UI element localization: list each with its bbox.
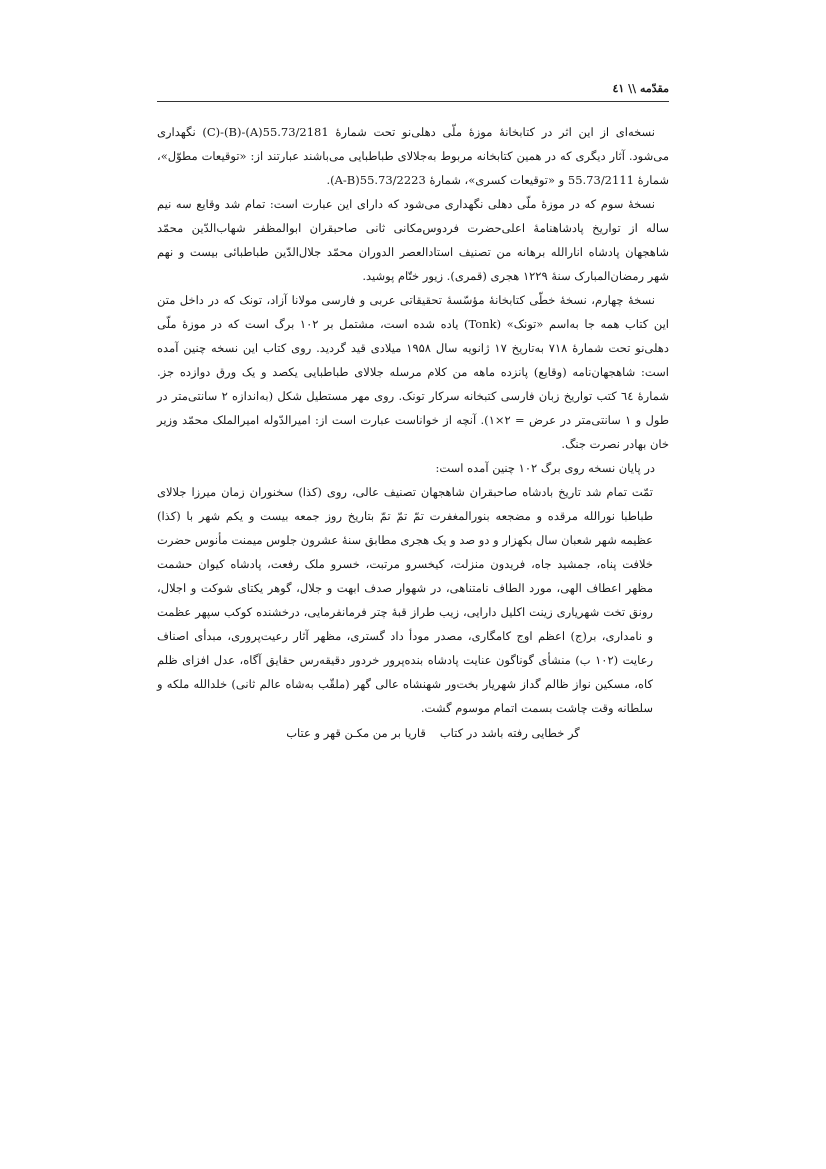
running-head: مقدّمه \\ ٤١ (612, 82, 669, 95)
closing-verse (157, 720, 669, 746)
paragraph-fourth-copy: نسخهٔ چهارم، نسخهٔ خطّی کتابخانهٔ مؤسّسهٔ تحقیقاتی عربی و فارسی مولانا آزاد، تونک که در داخل متن این کتاب همه جا به‌اسم «تونک» (Tonk) یاده شده است، مشتمل بر ۱۰۲ برگ است که در موزهٔ ملّی دهلی‌نو تحت شمارهٔ ۷۱۸ به‌تاریخ ۱۷ ژانویه سال ۱۹۵۸ میلادی قید گردید. روی کتاب این نسخه چنین آمده است: شاهجهان‌نامه (وقایع) پانزده ماهه من کلام مرسله جلالای طباطبایی یکصد و یک ورق دوازده جز. شمارهٔ ٦٤ کتب تواریخ زبان فارسی کتبخانه سرکار تونک. روی مهر مستطیل شکل (به‌اندازه ۲ سانتی‌متر در طول و ۱ سانتی‌متر در عرض = ۲×۱). آنچه از خواناست عبارت است از: امیرالدّوله امیرالملک محمّد وزیر خان بهادر نصرت جنگ. (157, 293, 670, 451)
header-rule (157, 101, 669, 102)
paragraph-first-copy: نسخه‌ای از این اثر در کتابخانهٔ موزهٔ ملّی دهلی‌نو تحت شمارهٔ 55.73/2181(A)-(B)-(C) نگهداری می‌شود. آثار دیگری که در همین کتابخانه مربوط به‌جلالای طباطبایی می‌باشند عبارتند از: «توقیعات مطوّل»، شمارهٔ 55.73/2111 و «توقیعات کسری»، شمارهٔ 55.73/2223(A-B). (157, 125, 669, 187)
paragraph-colophon-intro: در پایان نسخه روی برگ ۱۰۲ چنین آمده است: (435, 461, 655, 475)
body-text (157, 120, 669, 746)
verse-hemistich-first: گر خطایی رفته باشد در کتاب (439, 726, 580, 740)
colophon-quote: تمّت تمام شد تاریخ بادشاه صاحبقران شاهجهان تصنیف عالی، روی (کذا) سخنوران زمان میرزا جلالای طباطبا نورالله مرقده و مضجعه بنورالمغفرت تمّ تمّ تمّ بتاریخ روز جمعه بیست و یکم شهر با (کذا) عظیمه شهر شعبان سال بکهزار و دو صد و یک هجری مطابق سنهٔ عشرون جلوس میمنت مأنوس حضرت خلافت پناه، جمشید جاه، فریدون منزلت، کیخسرو مرتبت، خسرو ملک رفعت، پادشاه کیوان حشمت مظهر اعطاف الهی، مورد الطاف نامتناهی، در شهوار صدف ابهت و جلال، گوهر یکتای شوکت و اجلال، رونق تخت شهریاری زینت اکلیل دارایی، زیب طراز قبهٔ چتر فرمانفرمایی، درخشنده کوکب سپهر عظمت و نامداری، بر(ج) اعظم اوج کامگاری، مصدر مودأ داد گستری، مظهر آثار رعیت‌پروری، مبدأی اصناف رعایت (۱۰۲ ب) منشأی گوناگون عنایت پادشاه بنده‌پرور خردور دقیقه‌رس حقایق آگاه، عدل افزای ظلم کاه، مسکین نواز ظالم گداز شهریار بخت‌ور شهنشاه عالی گهر (ملقّب به‌شاه عالم ثانی) خلدالله ملکه و سلطانه وقت چاشت بسمت اتمام موسوم گشت. (157, 485, 653, 715)
verse-hemistich-second: قاریا بر من مکـن قهر و عتاب (286, 726, 426, 740)
paragraph-third-copy: نسخهٔ سوم که در موزهٔ ملّی دهلی نگهداری می‌شود که دارای این عبارت است: تمام شد وقایع سه نیم ساله از تواریخ پادشاهنامهٔ اعلی‌حضرت فردوس‌مکانی ثانی صاحبقران ابوالمظفر شهاب‌الدّین محمّد شاهجهان پادشاه انارالله برهانه من تصنیف استادالعصر الدوران محمّد جلال‌الدّین طباطبائی بیست و نهم شهر رمضان‌المبارک سنهٔ ۱۲۲۹ هجری (قمری). زیور ختّام پوشید. (157, 197, 669, 283)
document-page (157, 0, 669, 1169)
